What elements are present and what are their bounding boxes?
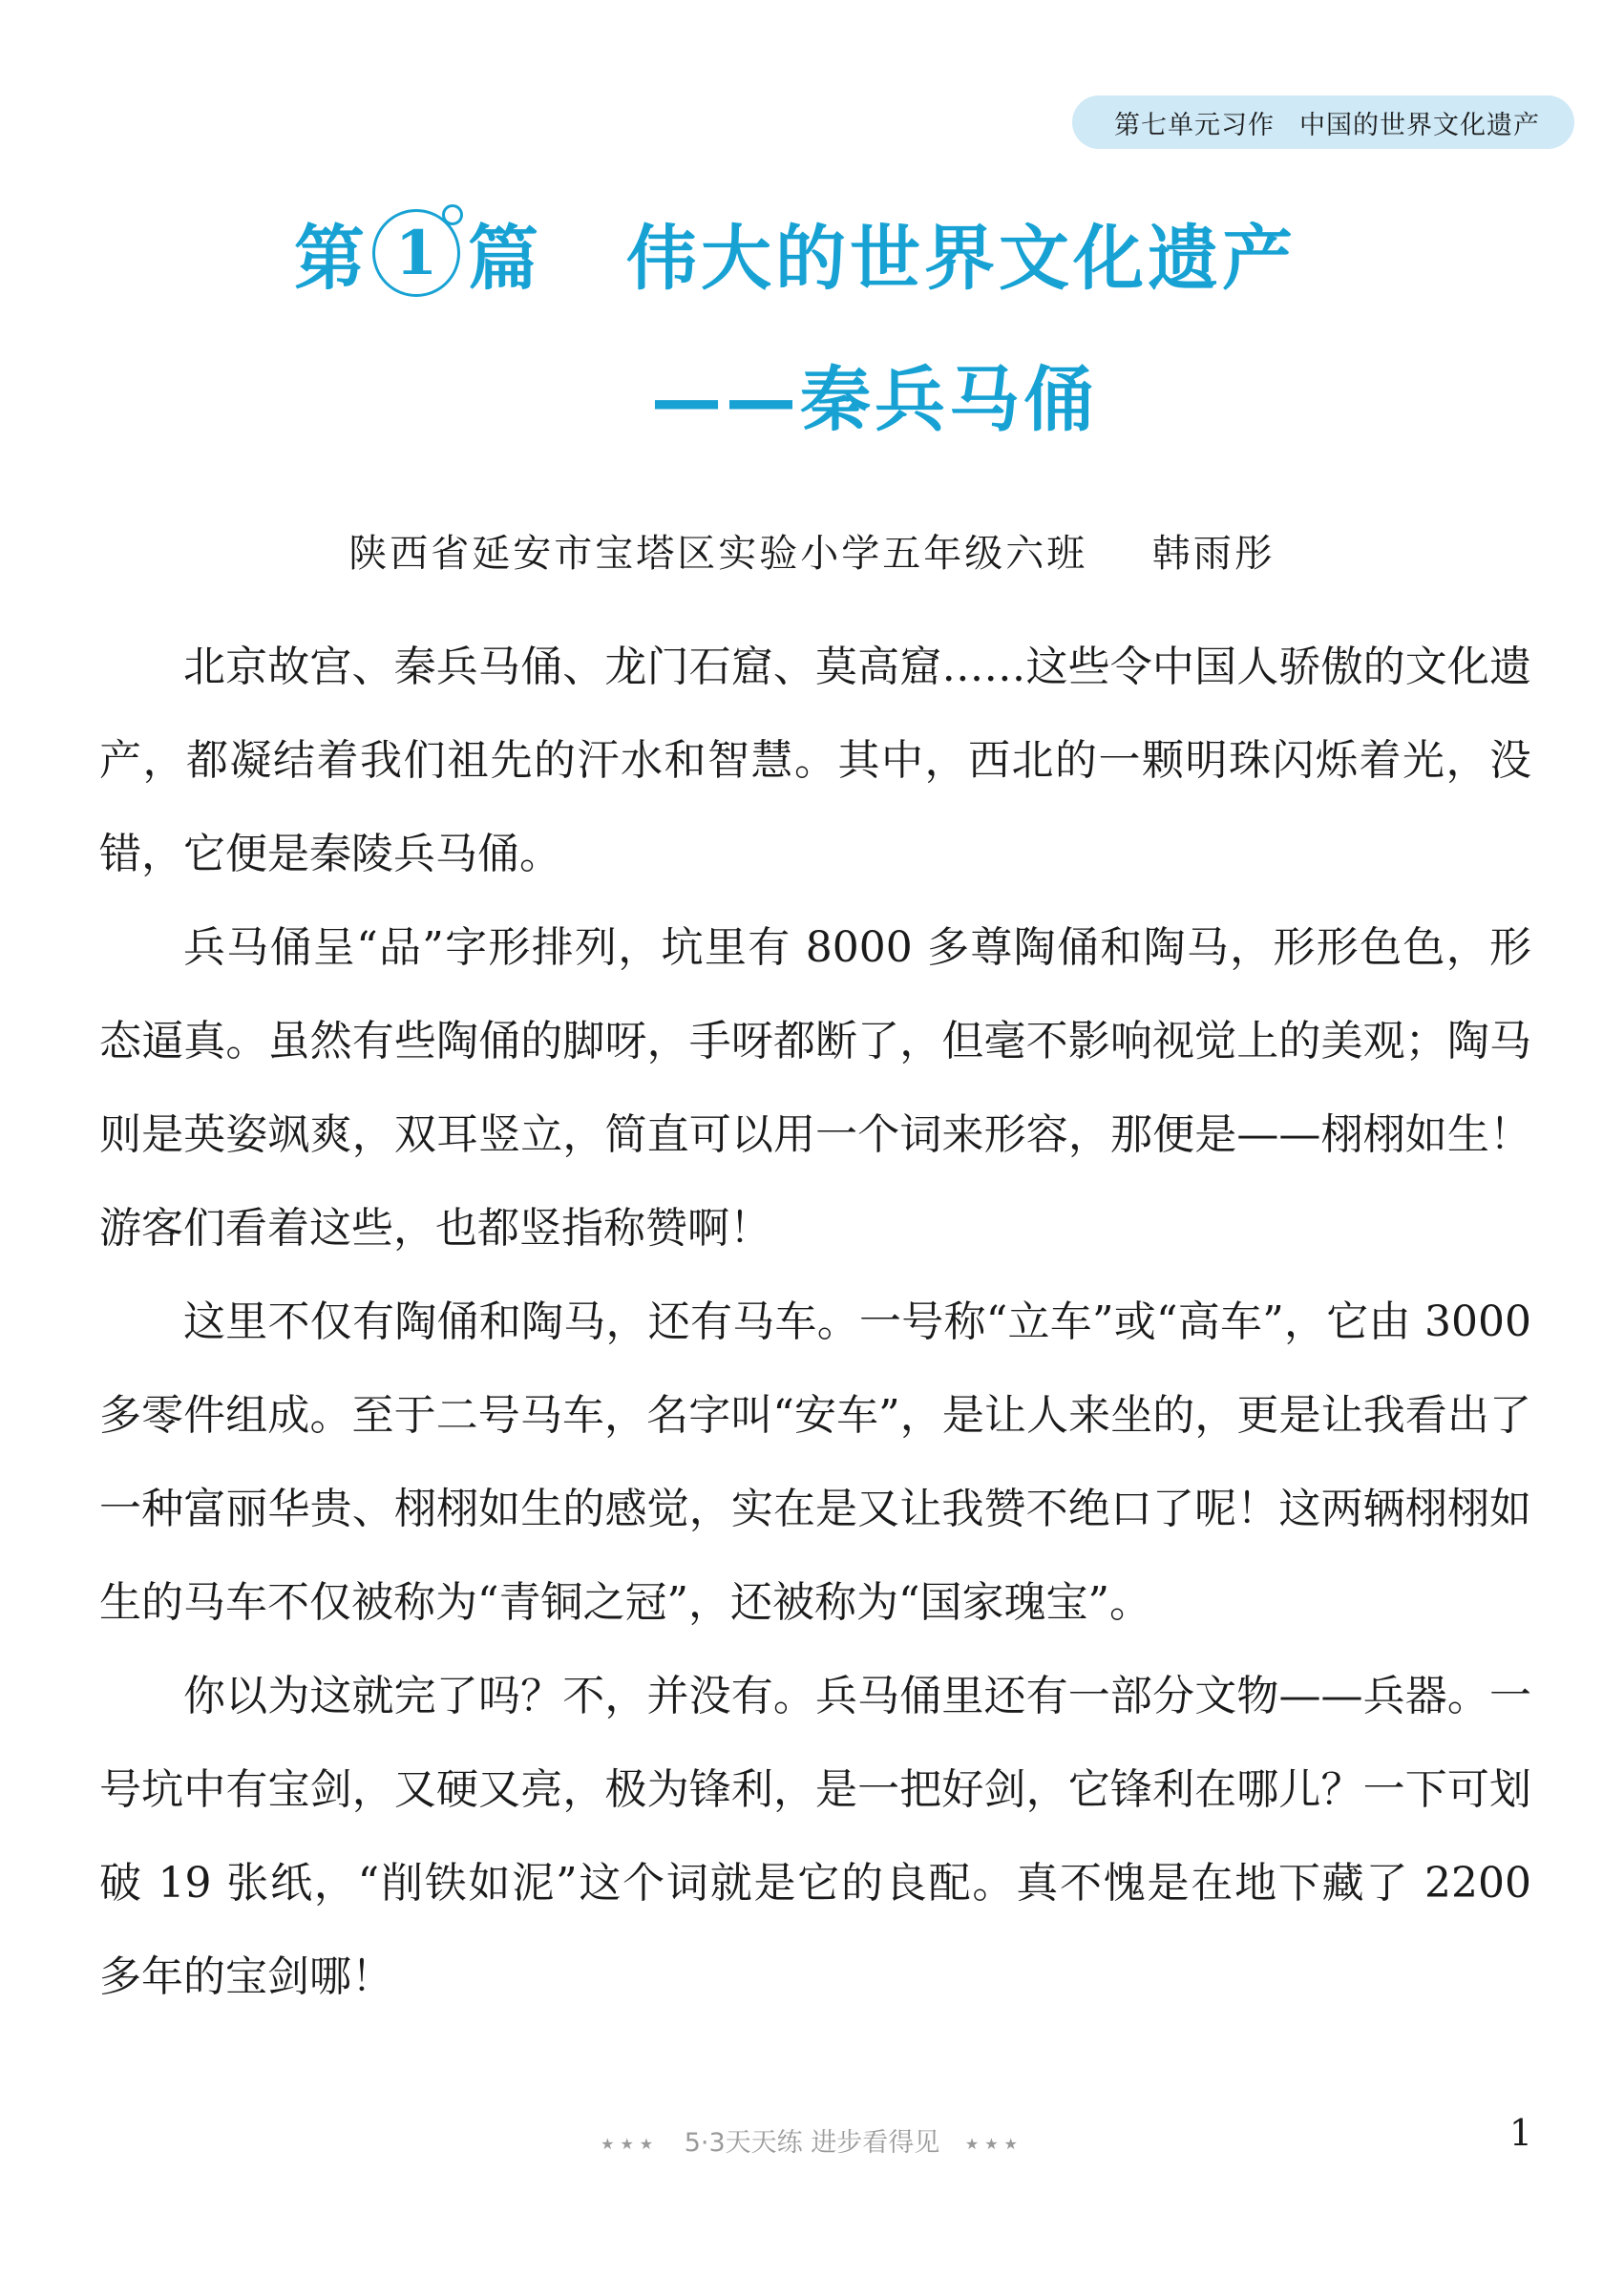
author-line [0,523,1624,578]
unit-label: 第七单元习作 [1114,110,1275,140]
title-line-1 [294,200,1297,306]
article-number-badge [372,209,460,297]
topic-label: 中国的世界文化遗产 [1299,110,1540,140]
page-number: 1 [1508,2112,1532,2154]
paragraph: 北京故宫、秦兵马俑、龙门石窟、莫高窟……这些令中国人骄傲的文化遗产，都凝结着我们祖先的汗水和智慧。其中，西北的一颗明珠闪烁着光，没错，它便是秦陵兵马俑。 [99,643,1531,878]
title-prefix: 第 [294,218,365,300]
author-name: 韩雨彤 [1151,532,1276,576]
article-body [99,621,1531,2024]
title-main: 伟大的世界文化遗产 [626,218,1297,300]
author-school: 陕西省延安市宝塔区实验小学五年级六班 [348,532,1088,576]
paragraph: 兵马俑呈“品”字形排列，坑里有 8000 多尊陶俑和陶马，形形色色，形态逼真。虽然有些陶俑的脚呀，手呀都断了，但毫不影响视觉上的美观；陶马则是英姿飒爽，双耳竖立，简直可以用一个词来形容，那便是——栩栩如生！游客们看着这些，也都竖指称赞啊！ [99,923,1531,1253]
stars-right-icon: ★★★ [964,2135,1023,2153]
footer-slogan [0,2121,1624,2159]
title-suffix: 篇 [468,218,538,300]
paragraph: 你以为这就完了吗？不，并没有。兵马俑里还有一部分文物——兵器。一号坑中有宝剑，又硬又亮，极为锋利，是一把好剑，它锋利在哪儿？一下可划破 19 张纸，“削铁如泥”这个词就是它的良配。真不愧是在地下藏了 2200 多年的宝剑哪！ [99,1672,1531,2001]
stars-left-icon: ★★★ [601,2135,660,2153]
unit-header-tag [1072,95,1574,149]
slogan-text: 5·3天天练 进步看得见 [684,2128,940,2158]
article-number: 1 [394,217,438,289]
title-subtitle: ——秦兵马俑 [651,359,1098,441]
badge-dot-icon [442,204,463,225]
paragraph: 这里不仅有陶俑和陶马，还有马车。一号称“立车”或“高车”，它由 3000 多零件组成。至于二号马车，名字叫“安车”，是让人来坐的，更是让我看出了一种富丽华贵、栩栩如生的感觉，实在是又让我赞不绝口了呢！这两辆栩栩如生的马车不仅被称为“青铜之冠”，还被称为“国家瑰宝”。 [99,1297,1531,1627]
